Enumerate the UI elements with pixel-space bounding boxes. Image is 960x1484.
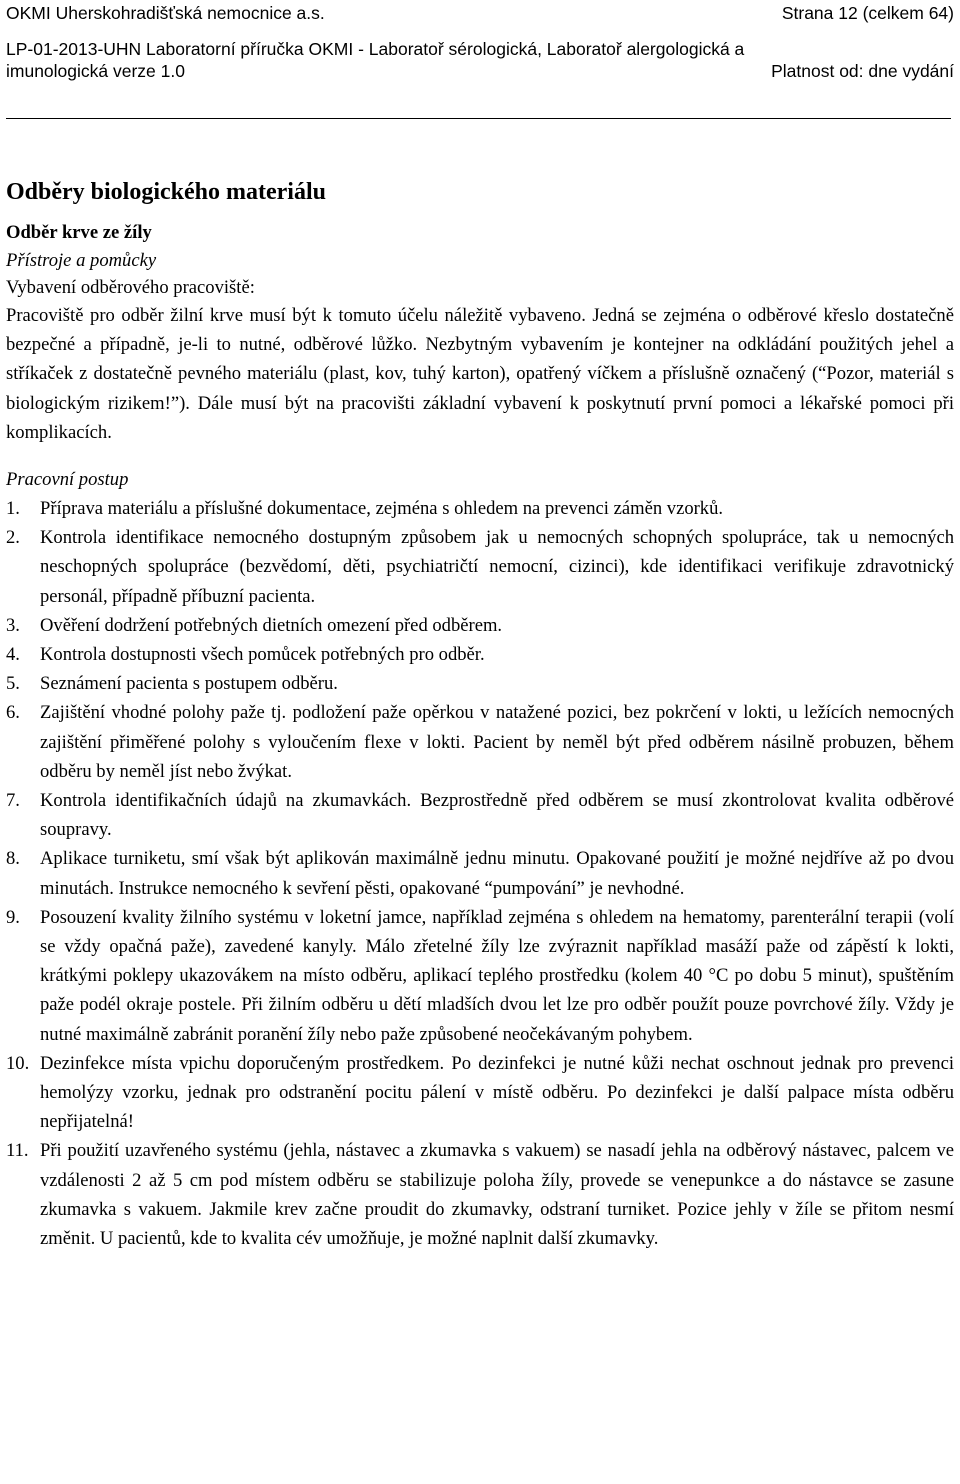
step-number: 3. (6, 614, 20, 636)
procedure-step (6, 1049, 954, 1137)
main-heading: Odběry biologického materiálu (6, 179, 326, 205)
validity-date: Platnost od: dne vydání (771, 61, 954, 81)
step-text: Kontrola identifikace nemocného dostupným způsobem jak u nemocných schopných spolupráce, tak u nemocných neschopných spolupráce (bezvědomí, děti, psychiatričtí nemocní, cizinci), kde identifikaci verifikuje zdravotnický personál, případně příbuzní pacienta. (40, 527, 954, 607)
step-number: 2. (6, 527, 20, 549)
procedure-step (6, 1136, 954, 1253)
procedure-steps-list (6, 494, 954, 1253)
step-text: Kontrola dostupnosti všech pomůcek potřebných pro odběr. (40, 644, 485, 666)
step-text: Seznámení pacienta s postupem odběru. (40, 673, 338, 695)
header-divider (6, 118, 951, 119)
equipment-label: Vybavení odběrového pracoviště: (6, 277, 255, 298)
equipment-paragraph: Pracoviště pro odběr žilní krve musí být k tomuto účelu náležitě vybaveno. Jedná se zejména o odběrové křeslo dostatečně bezpečné a případně, je-li to nutné, odběrové lůžko. Nezbytným vybavením je kontejner na odkládání použitých jehel a stříkaček z dostatečně pevného materiálu (plast, kov, tuhý karton), opatřený víčkem a příslušně označený (“Pozor, materiál s biologickým rizikem!”). Dále musí být na pracovišti základní vybavení k poskytnutí první pomoci a lékařské pomoci při komplikacích. (6, 305, 954, 443)
step-text: Zajištění vhodné polohy paže tj. podložení paže opěrkou v natažené pozici, bez pokrčení v lokti, u ležících nemocných zajištění přiměřené polohy s vyloučením flexe v lokti. Pacient by neměl být před odběrem násilně probuzen, během odběru by neměl jíst nebo žvýkat. (40, 702, 954, 782)
step-text: Posouzení kvality žilního systému v loketní jamce, například zejména s ohledem na hematomy, parenterální terapii (volí se vždy opačná paže), zavedené kanyly. Málo zřetelné žíly lze zvýraznit například masáží paže od zápěstí k lokti, krátkými poklepy ukazovákem na místo odběru, aplikací teplého prostředku (kolem 40 °C po dobu 5 minut), spuštěním paže podél okraje postele. Při žilním odběru u dětí mladších dvou let lze pro odběr použít pouze povrchové žíly. Vždy je nutné maximálně zabránit poranění žíly nebo paže způsobené neočekávaným pohybem. (40, 906, 954, 1045)
step-text: Ověření dodržení potřebných dietních omezení před odběrem. (40, 614, 503, 636)
procedure-step (6, 903, 954, 1049)
step-number: 10. (6, 1052, 30, 1074)
procedure-heading: Pracovní postup (6, 469, 129, 491)
procedure-step (6, 698, 954, 786)
procedure-step (6, 844, 954, 902)
procedure-step (6, 669, 954, 698)
step-number: 8. (6, 848, 20, 870)
step-text: Aplikace turniketu, smí však být aplikován maximálně jednu minutu. Opakované použití je možné nejdříve až po dvou minutách. Instrukce nemocného k sevření pěsti, opakované “pumpování” je nevhodné. (40, 848, 954, 899)
hospital-name: OKMI Uherskohradišťská nemocnice a.s. (6, 3, 325, 23)
subsection-heading: Přístroje a pomůcky (6, 250, 157, 271)
procedure-step (6, 786, 954, 844)
page-header-line-1 (6, 2, 954, 24)
step-number: 5. (6, 673, 20, 695)
section-heading: Odběr krve ze žíly (6, 222, 152, 243)
step-text: Dezinfekce místa vpichu doporučeným prostředkem. Po dezinfekci je nutné kůži nechat oschnout jednak pro prevenci hemolýzy vzorku, jednak pro odstranění pocitu pálení v místě odběru. Po dezinfekci je další palpace místa odběru nepřijatelná! (40, 1052, 954, 1133)
step-number: 4. (6, 644, 20, 666)
step-number: 7. (6, 790, 20, 812)
procedure-step (6, 523, 954, 611)
document-version: imunologická verze 1.0 (6, 61, 185, 81)
document-title: LP-01-2013-UHN Laboratorní příručka OKMI - Laboratoř sérologická, Laboratoř alergologická a (6, 39, 745, 59)
page-header-line-3 (6, 60, 954, 82)
document-body (6, 172, 954, 1253)
page-header-line-2 (6, 38, 954, 60)
page-number: Strana 12 (celkem 64) (781, 3, 954, 23)
procedure-step (6, 611, 954, 640)
step-number: 1. (6, 498, 20, 520)
step-number: 9. (6, 906, 20, 928)
step-number: 11. (6, 1140, 29, 1162)
procedure-step (6, 494, 954, 523)
step-text: Při použití uzavřeného systému (jehla, nástavec a zkumavka s vakuem) se nasadí jehla na odběrový nástavec, palcem ve vzdálenosti 2 až 5 cm pod místem odběru se stabilizuje poloha žíly, provede se venepunkce a do nástavce se zasune zkumavka s vakuem. Jakmile krev začne proudit do zkumavky, odstraní turniket. Pozice jehly v žíle se přitom nesmí změnit. U pacientů, kde to kvalita cév umožňuje, je možné naplnit další zkumavky. (40, 1140, 954, 1250)
step-text: Kontrola identifikačních údajů na zkumavkách. Bezprostředně před odběrem se musí zkontrolovat kvalita odběrové soupravy. (40, 790, 954, 841)
step-text: Příprava materiálu a příslušné dokumentace, zejména s ohledem na prevenci záměn vzorků. (40, 498, 724, 520)
procedure-step (6, 640, 954, 669)
step-number: 6. (6, 702, 20, 724)
